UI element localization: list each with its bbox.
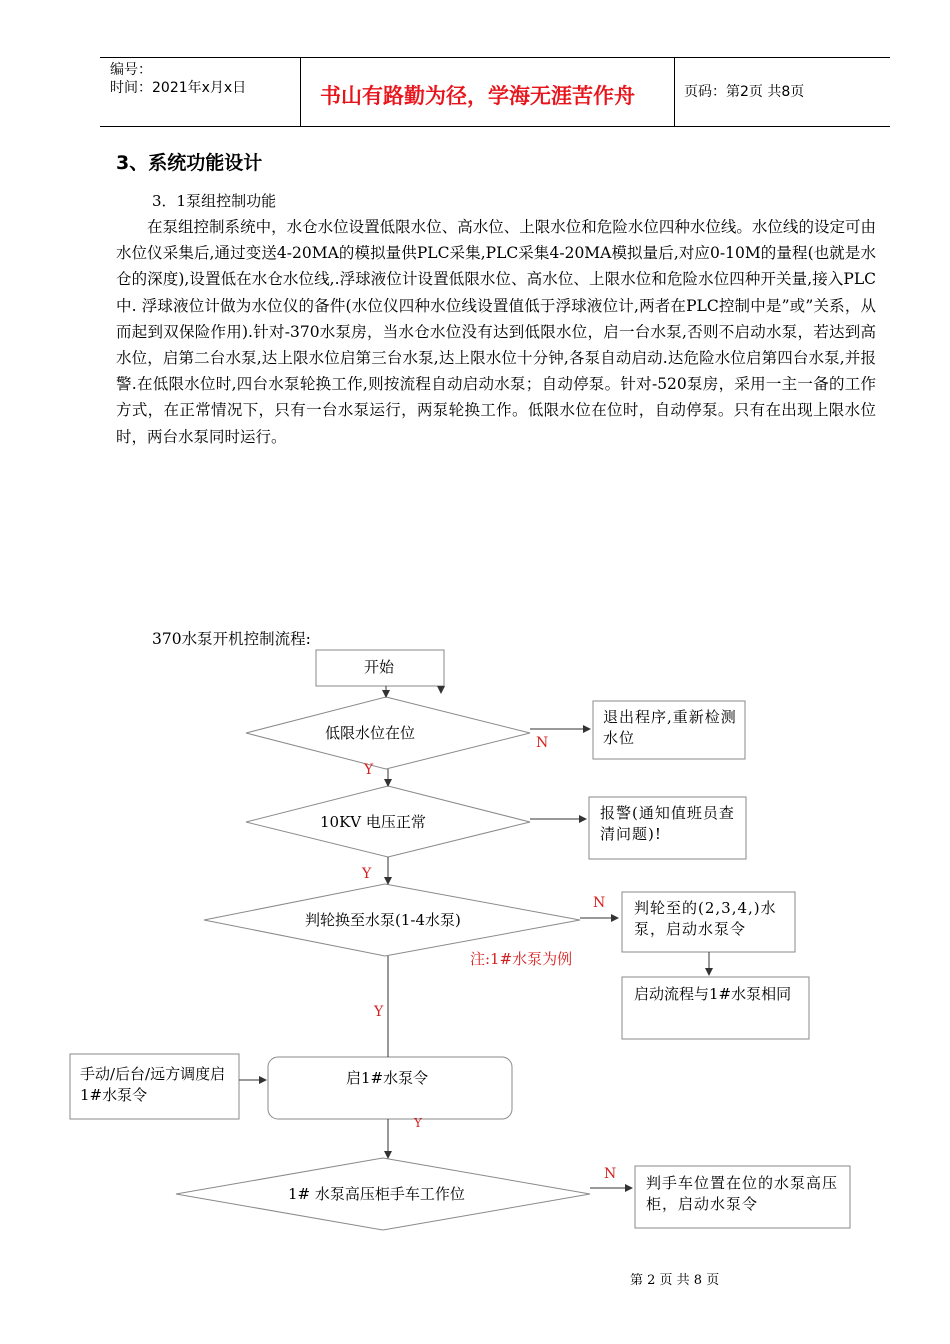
yes-label: Y [414,1116,422,1130]
no-label: N [593,895,606,911]
number-label: 编号： [110,62,152,78]
other-pump-box-text: 判轮至的(2,3,4,)水泵，启动水泵令 [634,899,777,938]
manual-box-text: 手动/后台/远方调度启1#水泵令 [80,1065,226,1104]
alarm-box-text: 报警(通知值班员查清问题)! [600,804,735,843]
flowchart-caption: 370水泵开机控制流程: [152,630,311,648]
body-paragraph: 在泵组控制系统中，水仓水位设置低限水位、高水位、上限水位和危险水位四种水位线。水位线的设定可由水位仪采集后,通过变送4-20MA的模拟量供PLC采集,PLC采集4-20MA模拟量后,对应0-10M的量程(也就是水仓的深度),设置低在水仓水位线,.浮球液位计设置低限水位、高水位、上限水位和危险水位四种开关量,接入PLC中. 浮球液位计做为水位仪的备件(水位仪四种水位线设置值低于浮球液位计,两者在PLC控制中是”或”关系，从而起到双保险作用).针对-370水泵房，当水仓水位没有达到低限水位，启一台水泵,否则不启动水泵，若达到高水位，启第二台水泵,达上限水位启第三台水泵,达上限水位十分钟,各泵自动启动.达危险水位启第四台水泵,并报警.在低限水位时,四台水泵轮换工作,则按流程自动启动水泵；自动停泵。针对-520泵房，采用一主一备的工作方式，在正常情况下，只有一台水泵运行，两泵轮换工作。低限水位在位时，自动停泵。只有在出现上限水位时，两台水泵同时运行。 [116,218,876,446]
no-label: N [536,735,549,751]
cart-box-text: 判手车位置在位的水泵高压柜，启动水泵令 [646,1174,839,1213]
decision-cart-text: 1# 水泵高压柜手车工作位 [288,1185,465,1203]
header-page-info: 页码：第2页 共8页 [684,84,805,100]
subsection-title: 3．1泵组控制功能 [152,192,277,210]
section-title: 3、系统功能设计 [116,152,263,174]
decision-low-level-text: 低限水位在位 [325,724,416,742]
exit-box-text: 退出程序,重新检测水位 [603,708,737,747]
yes-label: Y [374,1004,384,1020]
no-label: N [604,1166,617,1182]
start-text: 开始 [364,658,395,676]
decision-voltage-text: 10KV 电压正常 [320,813,426,831]
start-pump-text: 启1#水泵令 [346,1069,429,1087]
footer-page-number: 第 2 页 共 8 页 [630,1273,720,1288]
time-label: 时间：2021年x月x日 [110,80,247,96]
decision-rotation-text: 判轮换至水泵(1-4水泵) [305,911,461,929]
same-flow-box-text: 启动流程与1#水泵相同 [634,985,792,1003]
yes-label: Y [364,762,374,778]
flowchart-note: 注:1#水泵为例 [470,950,573,968]
header-motto: 书山有路勤为径，学海无涯苦作舟 [320,84,635,108]
yes-label: Y [362,866,372,882]
